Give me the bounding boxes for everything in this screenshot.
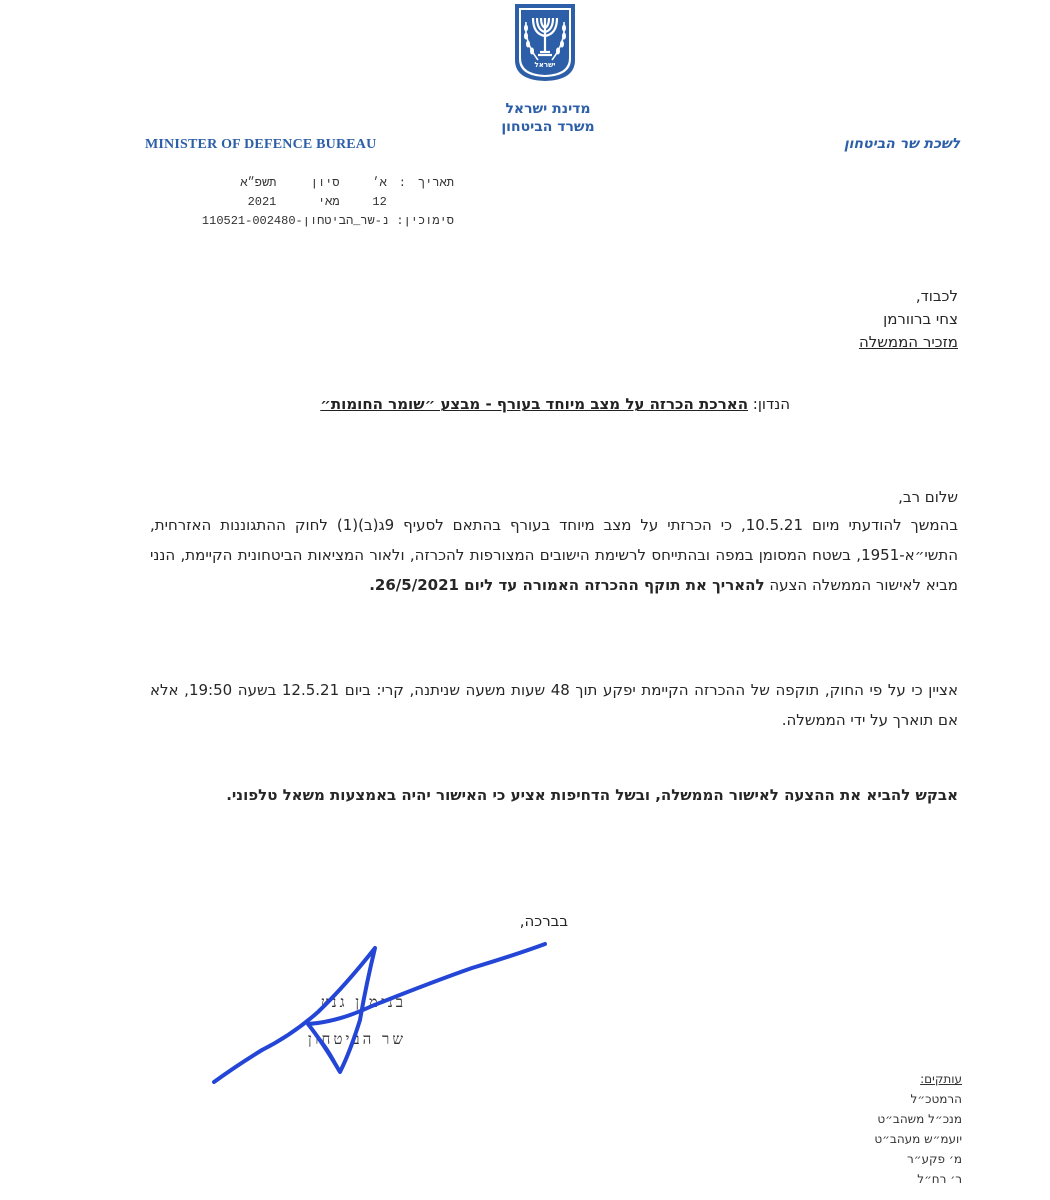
recipient-name: צחי ברוורמן	[883, 310, 958, 328]
date-label: תאריך	[417, 176, 454, 190]
paragraph-expiry-notice: אציין כי על פי החוק, תוקפה של ההכרזה הקיימת יפקע תוך 48 שעות משעה שניתנה, קרי: ביום 12.5.21 בשעה 19:50, אלא אם תוארך על ידי הממשלה.	[150, 681, 958, 729]
date-month: מאי	[317, 195, 340, 209]
reference-value: נ-שר_הביטחון-110521-002480	[201, 214, 390, 228]
paragraph1-text: בהמשך להודעתי מיום 10.5.21, כי הכרזתי על מצב מיוחד בעורף בהתאם לסעיף 9ג(ב)(1) לחוק ההתגוננות האזרחית, התשי״א-1951, בשטח המסומן במפה ובהתייחס לרשימת הישובים המצורפות להכרזה, ולאור המציאות הביטחונית הקיימת, הנני מביא לאישור הממשלה הצעה	[150, 516, 958, 594]
subject-line: הנדון: הארכת הכרזה על מצב מיוחד בעורף - מבצע ״שומר החומות״	[320, 395, 790, 413]
copy-recipient: מ׳ פקע״ר	[907, 1152, 962, 1166]
emblem-text: ישראל	[534, 61, 556, 69]
date-year: 2021	[247, 195, 277, 209]
date-day: 12	[372, 195, 387, 209]
signer-title: שר הביטחון	[307, 1030, 406, 1048]
reference-label: סימוכין	[403, 214, 454, 228]
date-row-gregorian	[154, 195, 454, 209]
ministry-name: משרד הביטחון	[501, 119, 595, 135]
paragraph-extension-request	[150, 510, 958, 600]
paragraph-phone-vote-request: אבקש להביא את ההצעה לאישור הממשלה, ובשל הדחיפות אציע כי האישור יהיה באמצעות משאל טלפוני.	[226, 786, 958, 804]
copy-recipient: מנכ״ל משהב״ט	[877, 1112, 962, 1126]
subject-label: הנדון	[757, 395, 790, 413]
signer-name: בנימין גנץ	[320, 993, 406, 1011]
copies-label: עותקים:	[920, 1072, 962, 1086]
state-emblem-icon	[512, 2, 578, 82]
bureau-name-english: MINISTER OF DEFENCE BUREAU	[145, 137, 377, 152]
hebrew-day: א׳	[372, 176, 387, 190]
bureau-name-hebrew: לשכת שר הביטחון	[843, 136, 960, 152]
hebrew-month: סיון	[310, 176, 340, 190]
date-row-hebrew: תאריך: א׳ סיון תשפ״א	[240, 176, 454, 190]
hebrew-year: תשפ״א	[240, 176, 277, 190]
copy-recipient: ר׳ רח״ל	[917, 1172, 962, 1186]
state-name: מדינת ישראל	[505, 101, 591, 117]
reference-row: סימוכין: נ-שר_הביטחון-110521-002480	[201, 214, 454, 228]
closing-regards: בברכה,	[519, 912, 568, 930]
copy-recipient: יועמ״ש מעהב״ט	[874, 1132, 962, 1146]
subject-text: הארכת הכרזה על מצב מיוחד בעורף - מבצע ״שומר החומות״	[320, 395, 748, 413]
paragraph1-bold-text: להאריך את תוקף ההכרזה האמורה עד ליום 26/5/2021.	[369, 576, 765, 594]
greeting: שלום רב,	[898, 488, 958, 506]
recipient-title: מזכיר הממשלה	[858, 333, 958, 351]
handwritten-signature-icon	[200, 940, 560, 1090]
copy-recipient: הרמטכ״ל	[910, 1092, 962, 1106]
recipient-salutation: לכבוד,	[915, 287, 958, 305]
